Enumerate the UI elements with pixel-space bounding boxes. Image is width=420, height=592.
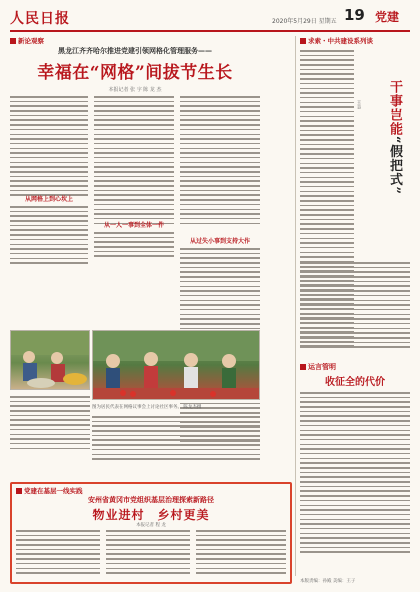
body-text-col-1	[10, 96, 88, 199]
bottom-right-label: 运言管明	[300, 362, 336, 372]
bottom-right-headline: 收征全的代价	[325, 377, 385, 388]
body-text-col-2b	[94, 232, 174, 260]
feature-body-col-2	[106, 530, 190, 577]
subhead-2: 从一人一事到全体一件	[103, 222, 164, 229]
feature-subtitle: 安州省黄冈市党组织基层治理探索新路径	[88, 496, 214, 504]
section-name: 党建	[375, 10, 400, 24]
dateline: 2020年5月29日 星期五	[272, 18, 337, 25]
bottom-right-body	[300, 392, 410, 556]
column-author: 王志	[356, 100, 361, 109]
photo-market	[10, 330, 90, 390]
left-column-label: 新论观察	[10, 36, 44, 45]
right-body-text-lower	[300, 262, 410, 351]
body-text-col-3	[180, 96, 260, 227]
page-footer: 本版责编：孙殿 美编：王子	[300, 579, 356, 584]
article-kicker: 黑龙江齐齐哈尔推进党建引领网格化管理服务——	[58, 47, 212, 55]
body-text-col-2	[94, 96, 174, 227]
subhead-3: 从过失小事到支持大作	[189, 238, 250, 245]
masthead	[10, 6, 410, 30]
photo-market-scene	[11, 331, 90, 390]
body-text-col-1c	[10, 396, 90, 452]
feature-title: 物业进村 乡村更美	[92, 508, 210, 522]
masthead-rule	[10, 30, 410, 32]
section-mark-icon	[300, 364, 306, 370]
feature-byline: 本报记者 程 龙	[136, 523, 166, 528]
subhead-1: 从网格上到心坎上	[24, 196, 73, 203]
feature-body-col-3	[196, 530, 286, 577]
photo-caption: 图为居民代表在网格议事会上讨论社区事务。 陈龙杰摄	[92, 405, 202, 410]
article-headline: 幸福在“网格”间拔节生长	[37, 63, 233, 83]
photo-community	[92, 330, 260, 400]
section-mark-icon	[16, 488, 22, 494]
photo-community-scene	[93, 331, 260, 400]
section-mark-icon	[300, 38, 306, 44]
column-divider	[295, 36, 296, 576]
column-title: 干事岂能“假把式”	[387, 80, 402, 195]
page-number: 19	[344, 6, 365, 24]
newspaper-logo: 人民日报	[10, 11, 70, 27]
right-column-label: 求索・中共建设系列谈	[300, 36, 373, 45]
feature-label: 党建在基层一线实践	[16, 486, 83, 495]
article-byline: 本报记者 张 宇 陈 龙 杰	[108, 87, 162, 93]
body-text-col-1b	[10, 206, 88, 267]
section-mark-icon	[10, 38, 16, 44]
body-text-below-photo	[92, 416, 260, 463]
feature-body-col-1	[16, 530, 100, 577]
